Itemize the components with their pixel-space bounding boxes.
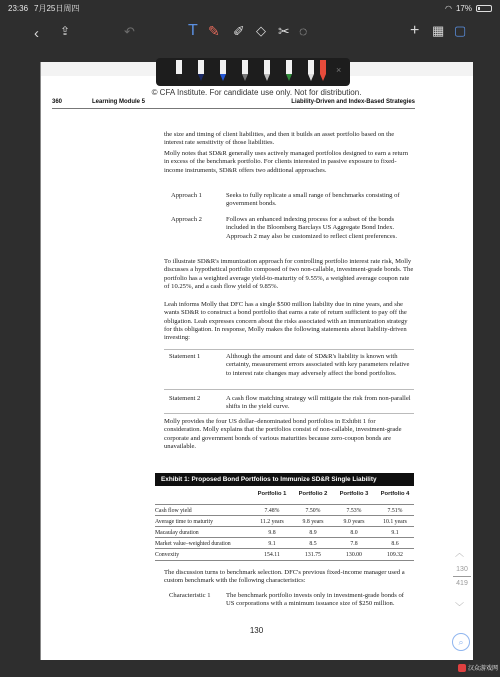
pen-red[interactable] bbox=[318, 60, 328, 82]
paragraph-1: the size and timing of client liabilities, and then it builds an asset portfolio based on the interest rate sensitivity of those liabilities. bbox=[164, 131, 395, 147]
status-bar bbox=[0, 0, 500, 16]
add-icon[interactable]: + bbox=[410, 22, 420, 39]
statement-1-label: Statement 1 bbox=[169, 353, 201, 360]
running-head-section: Liability-Driven and Index-Based Strategies bbox=[291, 99, 415, 105]
exhibit-title: Exhibit 1: Proposed Bond Portfolios to Immunize SD&R Single Liability bbox=[155, 473, 414, 486]
total-pages: 419 bbox=[456, 580, 468, 587]
paragraph-3: To illustrate SD&R's immunization approach for controlling portfolio interest rate risk, Molly discusses a hypothetical portfolio composed of two non-callable, investment-grade bonds. The portfolio has a weighted average yield-to-maturity of 9.55%, a weighted average coupon rate of 10.25%, and a cash flow yield of 9.85%. bbox=[164, 258, 414, 290]
statement-2-text: A cash flow matching strategy will mitigate the risk from non-parallel shifts in the yield curve. bbox=[226, 395, 411, 411]
exhibit-col-2: Portfolio 2 bbox=[298, 491, 328, 497]
approach-1-text: Seeks to fully replicate a small range of benchmarks consisting of government bonds. bbox=[226, 192, 400, 208]
table-row: Convexity 154.11 131.75 130.00 109.32 bbox=[155, 552, 403, 558]
exhibit-header-row bbox=[155, 491, 414, 501]
scissors-icon[interactable]: ✂ bbox=[278, 23, 290, 39]
lasso-icon[interactable]: ◌ bbox=[299, 23, 308, 39]
pen-light[interactable] bbox=[262, 60, 272, 82]
paragraph-4: Leah informs Molly that DFC has a single $500 million liability due in nine years, and she wants SD&R to construct a bond portfolio that earns a rate of return sufficient to pay off the obligation. Leah expresses concern about the risks associated with an immunization strategy for this obligation. In response, Molly makes the following statements about liability-driven investing: bbox=[164, 301, 408, 342]
characteristic-1-label: Characteristic 1 bbox=[169, 592, 211, 599]
share-icon[interactable]: ⇪ bbox=[60, 24, 71, 38]
running-head bbox=[52, 99, 415, 105]
table-row: Cash flow yield 7.48% 7.50% 7.53% 7.51% bbox=[155, 508, 403, 514]
watermark: © CFA Institute. For candidate use only. Not for distribution. bbox=[151, 88, 362, 97]
paragraph-2: Molly notes that SD&R generally uses actively managed portfolios designed to earn a return in excess of the benchmark portfolio. For clients interested in passive exposure to fixed-income instruments, SD&R offers two additional approaches. bbox=[164, 150, 409, 174]
page-number: 130 bbox=[249, 626, 264, 635]
exhibit-col-4: Portfolio 4 bbox=[380, 491, 410, 497]
exhibit-col-1: Portfolio 1 bbox=[257, 491, 287, 497]
pen-tray bbox=[156, 58, 350, 86]
chevron-left-icon[interactable]: ‹ bbox=[34, 25, 39, 42]
approach-2-label: Approach 2 bbox=[171, 216, 202, 223]
status-date: 7月25日周四 bbox=[34, 3, 80, 13]
pen-green[interactable] bbox=[284, 60, 294, 82]
exhibit-col-3: Portfolio 3 bbox=[339, 491, 369, 497]
paragraph-6: The discussion turns to benchmark selection. DFC's previous fixed-income manager used a custom benchmark with the following characteristics: bbox=[164, 569, 405, 585]
paragraph-5: Molly provides the four US dollar–denominated bond portfolios in Exhibit 1 for consideration. Molly explains that the portfolios consist of non-callable, investment-grade corporate and government bonds of various maturities because zero-coupon bonds are unavailable. bbox=[164, 418, 402, 450]
pen-white[interactable] bbox=[306, 60, 316, 82]
toolbar bbox=[0, 16, 500, 56]
chevron-up-icon[interactable]: ︿ bbox=[455, 548, 465, 558]
characteristic-1-text: The benchmark portfolio invests only in investment-grade bonds of US corporations with a minimum issuance size of $250 million. bbox=[226, 592, 404, 608]
logo-mark bbox=[458, 664, 466, 672]
pen-icon[interactable]: ✎ bbox=[208, 23, 220, 39]
bookmark-icon[interactable]: ▢ bbox=[454, 23, 467, 38]
approach-1-label: Approach 1 bbox=[171, 192, 202, 199]
running-head-module: Learning Module 5 bbox=[92, 99, 146, 105]
status-time: 23:36 bbox=[8, 3, 29, 13]
battery-percent: 17% bbox=[455, 3, 472, 13]
statement-2-label: Statement 2 bbox=[169, 395, 201, 402]
text-tool-icon[interactable]: T bbox=[188, 22, 198, 39]
wifi-icon: ◠ bbox=[445, 3, 452, 13]
pen-black[interactable] bbox=[174, 60, 184, 82]
pen-navy[interactable] bbox=[196, 60, 206, 82]
approach-2-text: Follows an enhanced indexing process for a subset of the bonds included in the Bloomberg Barclays US Aggregate Bond Index. Approach 2 may also be customized to reflect client preferences. bbox=[226, 216, 397, 240]
close-icon[interactable]: × bbox=[336, 65, 342, 75]
page-indicator[interactable] bbox=[453, 565, 471, 588]
table-row: Average time to maturity 11.2 years 9.8 years 9.0 years 10.1 years bbox=[155, 519, 407, 525]
current-page: 130 bbox=[456, 566, 468, 573]
running-head-page: 360 bbox=[52, 99, 63, 105]
table-row: Macaulay duration 9.8 8.9 8.0 9.1 bbox=[155, 530, 399, 536]
undo-icon[interactable]: ↶ bbox=[124, 24, 135, 39]
grid-icon[interactable]: ▦ bbox=[432, 23, 445, 38]
pen-gray[interactable] bbox=[240, 60, 250, 82]
table-row: Market value–weighted duration 9.1 8.5 7.8 8.6 bbox=[155, 541, 399, 547]
eraser-icon[interactable]: ◇ bbox=[256, 23, 266, 38]
highlighter-icon[interactable]: ✐ bbox=[233, 23, 245, 39]
statement-1-text: Although the amount and date of SD&R's liability is known with certainty, measurement errors associated with key parameters relative to interest rate changes may adversely affect the bond portfolios. bbox=[226, 353, 410, 377]
chevron-down-icon[interactable]: ﹀ bbox=[455, 602, 465, 612]
battery-icon bbox=[476, 5, 492, 12]
zoom-search-icon[interactable]: ⌕ bbox=[452, 633, 470, 651]
site-logo: 汉众游戏网 bbox=[458, 663, 498, 672]
pen-blue[interactable] bbox=[218, 60, 228, 82]
